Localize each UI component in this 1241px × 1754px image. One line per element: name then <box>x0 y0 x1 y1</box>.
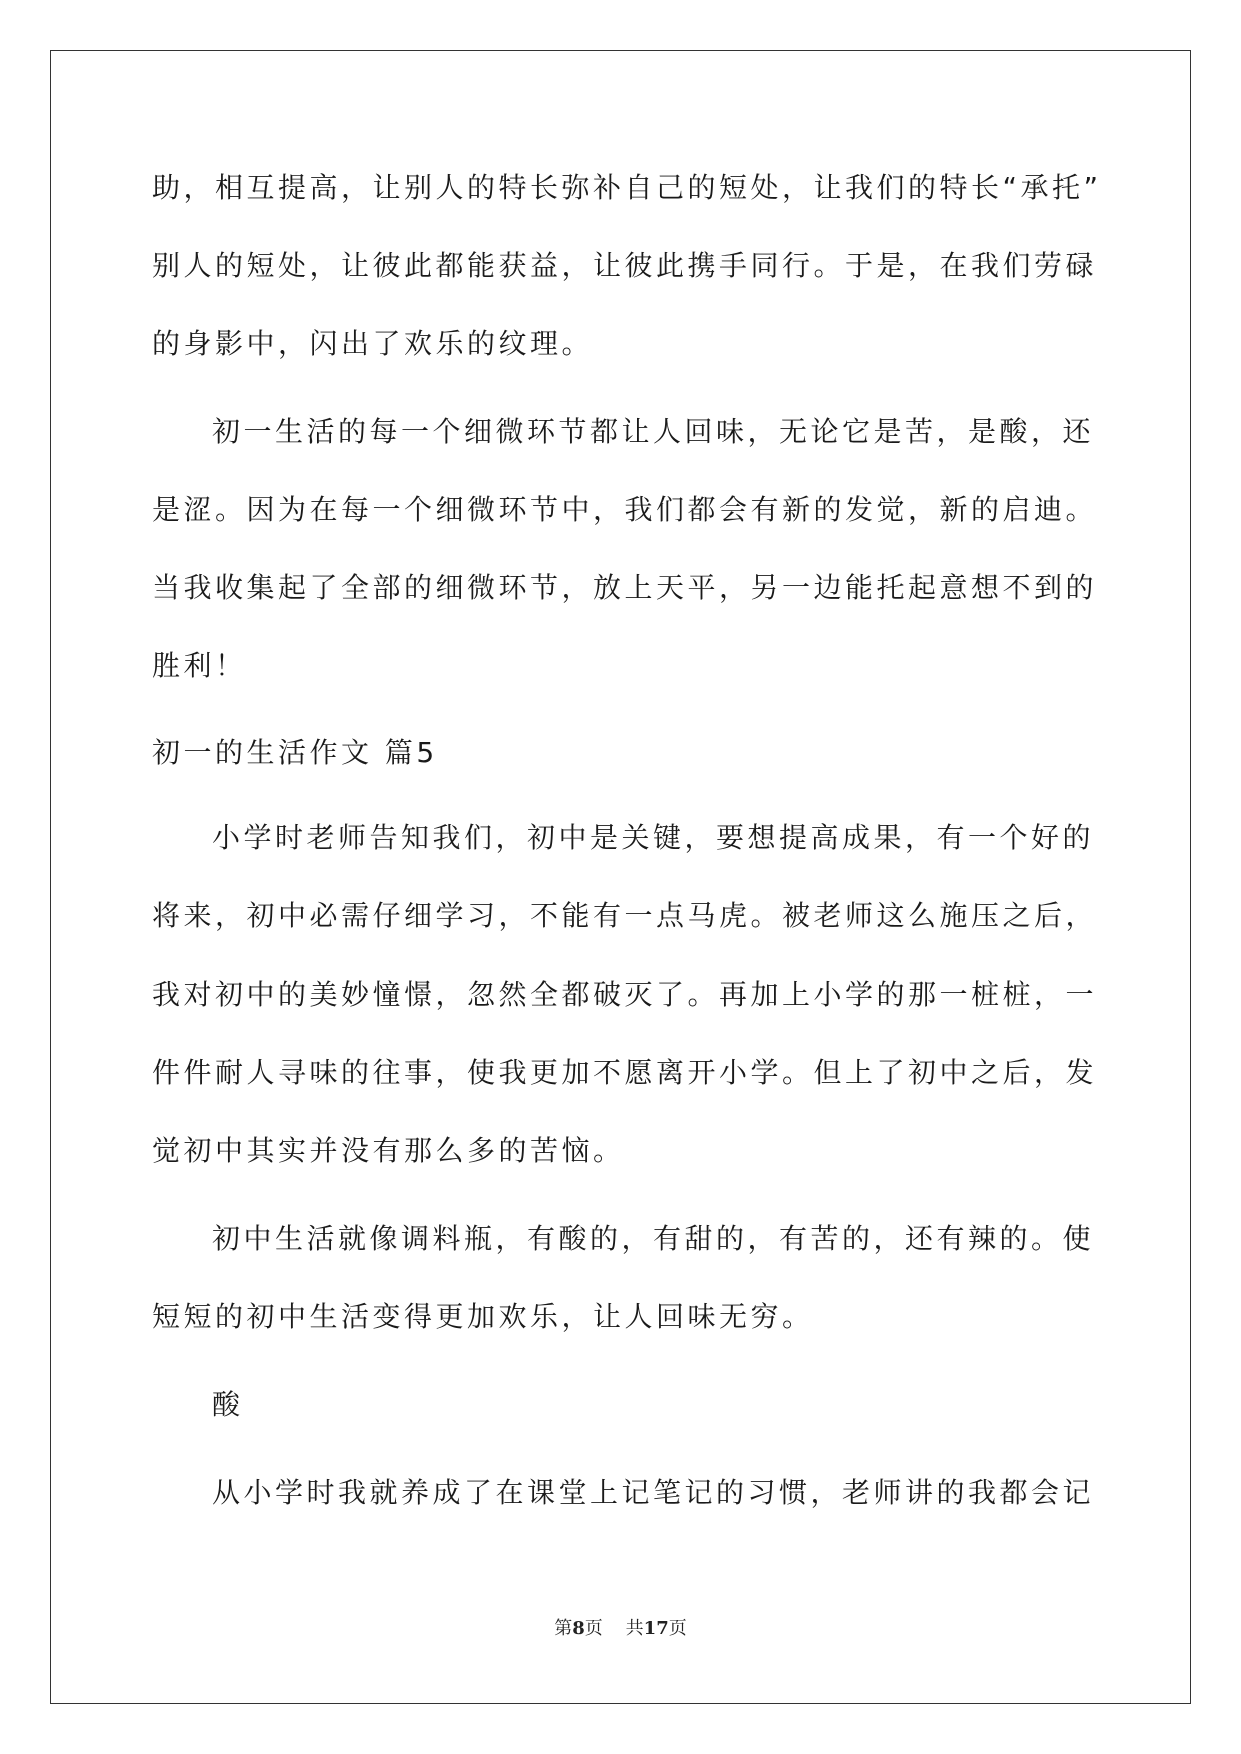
page-prefix: 第 <box>554 1618 573 1639</box>
paragraph-line: 我对初中的美妙憧憬，忽然全都破灭了。再加上小学的那一桩桩，一 <box>152 978 1098 1011</box>
paragraph-line: 觉初中其实并没有那么多的苦恼。 <box>152 1134 625 1167</box>
paragraph-line: 初一生活的每一个细微环节都让人回味，无论它是苦，是酸，还 <box>212 415 1095 448</box>
section-heading: 初一的生活作文 篇5 <box>152 736 438 769</box>
subheading: 酸 <box>212 1388 244 1421</box>
page-number-footer <box>0 1617 1241 1641</box>
paragraph-line: 件件耐人寻味的往事，使我更加不愿离开小学。但上了初中之后，发 <box>152 1056 1098 1089</box>
paragraph-line: 别人的短处，让彼此都能获益，让彼此携手同行。于是，在我们劳碌 <box>152 249 1098 282</box>
paragraph-line: 胜利！ <box>152 649 247 682</box>
paragraph-line: 是涩。因为在每一个细微环节中，我们都会有新的发觉，新的启迪。 <box>152 493 1098 526</box>
total-page-number: 17 <box>643 1618 669 1639</box>
paragraph-line: 的身影中，闪出了欢乐的纹理。 <box>152 327 594 360</box>
paragraph-line: 助，相互提高，让别人的特长弥补自己的短处，让我们的特长“承托” <box>152 171 1102 204</box>
paragraph-line: 短短的初中生活变得更加欢乐，让人回味无穷。 <box>152 1300 814 1333</box>
total-prefix: 共 <box>625 1618 644 1639</box>
paragraph-line: 初中生活就像调料瓶，有酸的，有甜的，有苦的，还有辣的。使 <box>212 1222 1095 1255</box>
paragraph-line: 将来，初中必需仔细学习，不能有一点马虎。被老师这么施压之后， <box>152 899 1098 932</box>
total-suffix: 页 <box>668 1618 687 1639</box>
current-page-number: 8 <box>572 1618 585 1639</box>
paragraph-line: 小学时老师告知我们，初中是关键，要想提高成果，有一个好的 <box>212 821 1095 854</box>
page-border <box>50 50 1191 1704</box>
paragraph-line: 从小学时我就养成了在课堂上记笔记的习惯，老师讲的我都会记 <box>212 1476 1095 1509</box>
page-suffix: 页 <box>584 1618 603 1639</box>
paragraph-line: 当我收集起了全部的细微环节，放上天平，另一边能托起意想不到的 <box>152 571 1098 604</box>
